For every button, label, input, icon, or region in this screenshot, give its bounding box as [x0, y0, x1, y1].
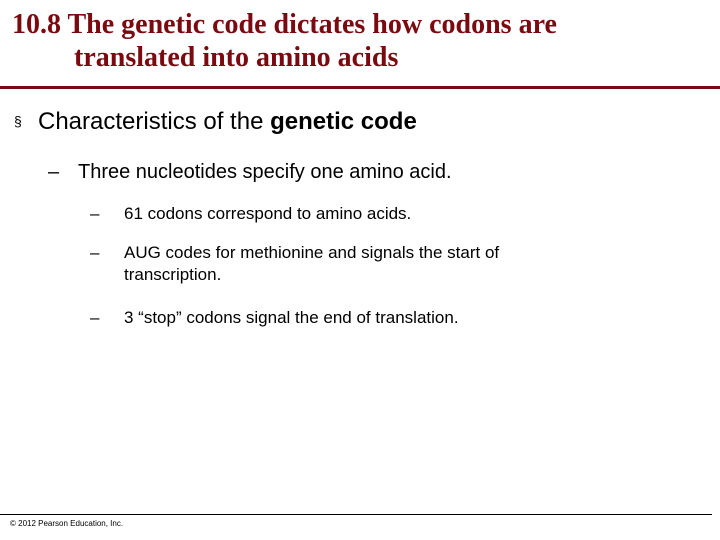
main-bullet-emphasis: genetic code: [270, 108, 417, 135]
sub-bullet-text: Three nucleotides specify one amino acid.: [78, 161, 452, 183]
title-divider: [0, 86, 720, 89]
detail-bullet-text: 61 codons correspond to amino acids.: [124, 204, 412, 223]
detail-bullet: [90, 242, 584, 286]
footer-divider: [0, 514, 712, 515]
slide-title-line-1: 10.8 The genetic code dictates how codons are: [12, 9, 557, 40]
slide-title-line-2: translated into amino acids: [74, 42, 399, 73]
detail-bullet: [90, 203, 584, 225]
detail-bullet-text: 3 “stop” codons signal the end of translation.: [124, 308, 459, 327]
dash-bullet-icon: –: [48, 161, 60, 183]
dash-bullet-icon: –: [90, 308, 100, 327]
detail-bullet: [90, 307, 584, 329]
main-bullet-text: Characteristics of the: [38, 108, 271, 135]
sub-bullet: [48, 159, 452, 185]
main-bullet: [14, 106, 417, 137]
detail-bullet-text: AUG codes for methionine and signals the start of transcription.: [124, 243, 500, 284]
slide-title: [12, 8, 702, 74]
dash-bullet-icon: –: [90, 243, 100, 262]
copyright-notice: © 2012 Pearson Education, Inc.: [10, 519, 124, 528]
section-bullet-icon: §: [14, 113, 22, 129]
dash-bullet-icon: –: [90, 204, 100, 223]
